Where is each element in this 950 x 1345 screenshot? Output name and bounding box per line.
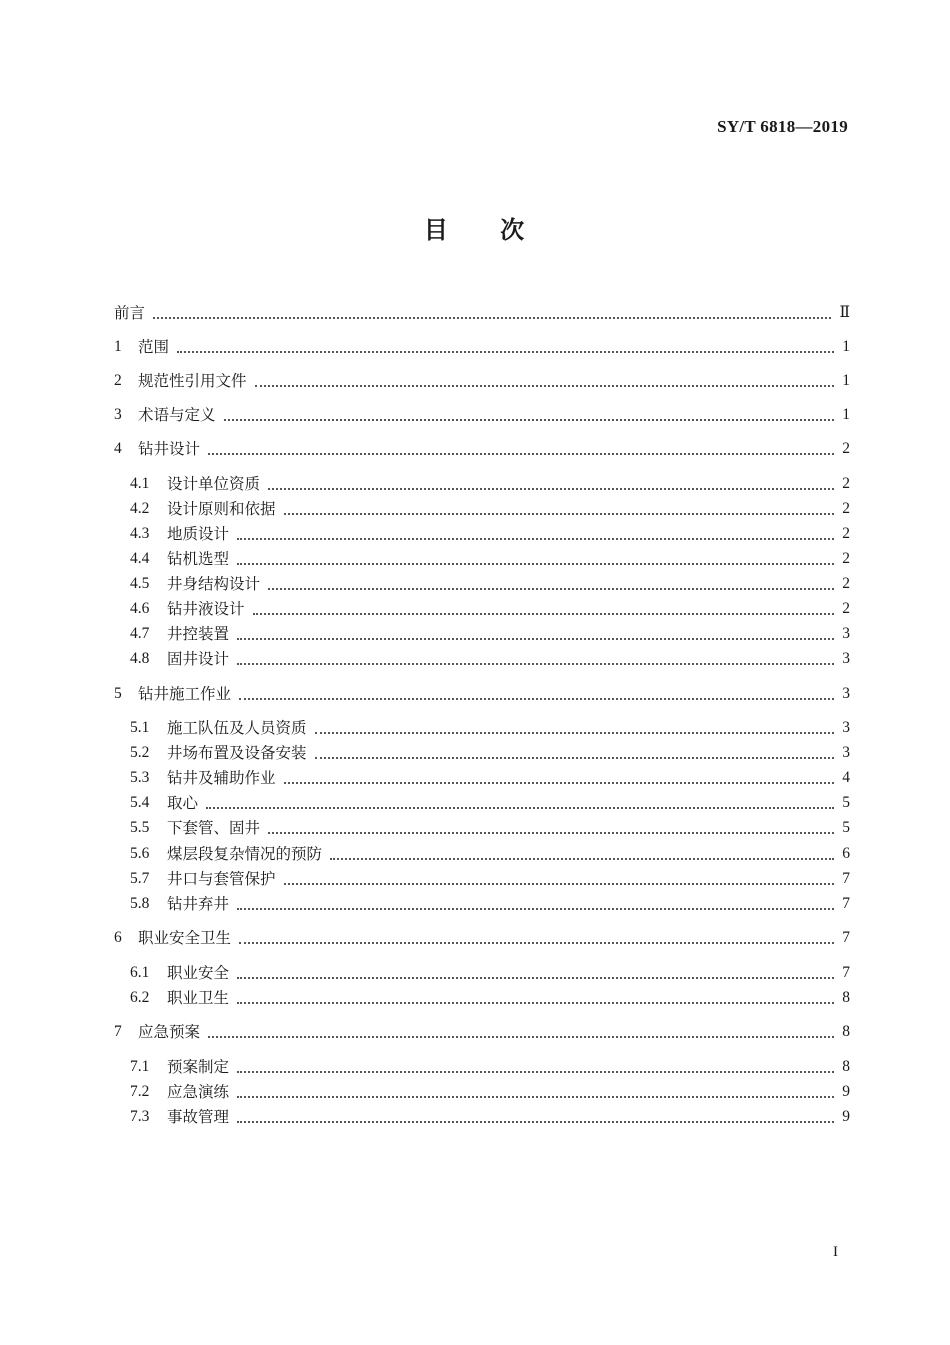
toc-entry[interactable] — [130, 767, 850, 789]
toc-entry-number: 4.8 — [130, 650, 150, 667]
toc-entry-number: 4 — [114, 440, 122, 457]
toc-entry-page: 6 — [842, 845, 850, 862]
toc-entry[interactable] — [130, 817, 850, 839]
toc-dot-leader — [255, 385, 834, 387]
toc-entry[interactable] — [114, 404, 850, 426]
toc-dot-leader — [206, 807, 834, 809]
page-title: 目 次 — [423, 216, 527, 244]
toc-entry[interactable] — [130, 1056, 850, 1078]
toc-entry-page: 1 — [842, 406, 850, 423]
toc-entry-number: 4.5 — [130, 575, 150, 592]
toc-entry-number: 7 — [114, 1023, 122, 1040]
toc-entry-title: 井身结构设计 — [167, 575, 261, 593]
toc-entry-title: 术语与定义 — [138, 406, 216, 424]
toc-entry-title: 应急预案 — [138, 1023, 201, 1041]
toc-entry-number: 1 — [114, 338, 122, 355]
toc-dot-leader — [239, 942, 834, 944]
toc-dot-leader — [237, 1121, 834, 1123]
toc-dot-leader — [315, 757, 834, 759]
toc-entry-page: 2 — [842, 440, 850, 457]
toc-dot-leader — [208, 1036, 834, 1038]
toc-entry-page: 3 — [842, 719, 850, 736]
toc-dot-leader — [237, 1002, 834, 1004]
toc-entry-number: 5.1 — [130, 719, 150, 736]
toc-dot-leader — [237, 638, 834, 640]
toc-entry-number: 7.3 — [130, 1108, 150, 1125]
toc-entry-page: 8 — [842, 989, 850, 1006]
toc-entry-page: 7 — [842, 929, 850, 946]
toc-entry-page: 7 — [842, 895, 850, 912]
toc-entry-title: 职业安全卫生 — [138, 929, 232, 947]
toc-entry[interactable] — [130, 987, 850, 1009]
toc-entry-page: 2 — [842, 525, 850, 542]
toc-entry[interactable] — [114, 927, 850, 949]
toc-entry[interactable] — [130, 1081, 850, 1103]
toc-entry-page: 5 — [842, 794, 850, 811]
toc-dot-leader — [253, 613, 834, 615]
toc-entry[interactable] — [114, 683, 850, 705]
toc-entry[interactable] — [114, 438, 850, 460]
toc-entry-number: 3 — [114, 406, 122, 423]
toc-entry-title: 下套管、固井 — [167, 819, 261, 837]
toc-entry-page: 5 — [842, 819, 850, 836]
toc-entry[interactable] — [130, 473, 850, 495]
toc-entry-title: 井口与套管保护 — [167, 870, 276, 888]
toc-entry[interactable] — [130, 598, 850, 620]
toc-entry-page: 8 — [842, 1023, 850, 1040]
toc-entry[interactable] — [114, 370, 850, 392]
toc-entry[interactable] — [130, 792, 850, 814]
toc-dot-leader — [239, 698, 834, 700]
toc-entry-page: Ⅱ — [839, 304, 850, 321]
standard-code: SY/T 6818—2019 — [717, 117, 848, 136]
toc-entry-title: 钻井施工作业 — [138, 685, 232, 703]
toc-entry[interactable] — [130, 742, 850, 764]
toc-entry-number: 2 — [114, 372, 122, 389]
toc-entry-number: 4.4 — [130, 550, 150, 567]
toc-entry-number: 4.1 — [130, 475, 150, 492]
toc-entry-page: 3 — [842, 685, 850, 702]
toc-entry-page: 8 — [842, 1058, 850, 1075]
toc-dot-leader — [268, 488, 834, 490]
page-number: I — [833, 1244, 838, 1260]
toc-entry[interactable] — [130, 498, 850, 520]
toc-entry-number: 6.2 — [130, 989, 150, 1006]
toc-entry[interactable] — [130, 623, 850, 645]
toc-entry-page: 3 — [842, 650, 850, 667]
toc-entry-page: 9 — [842, 1108, 850, 1125]
toc-entry-number: 5.8 — [130, 895, 150, 912]
toc-entry-title: 职业安全 — [167, 964, 230, 982]
toc-entry[interactable] — [130, 573, 850, 595]
toc-entry[interactable] — [130, 893, 850, 915]
toc-dot-leader — [315, 732, 834, 734]
toc-entry-number: 5.3 — [130, 769, 150, 786]
toc-entry-number: 7.2 — [130, 1083, 150, 1100]
toc-entry-title: 钻井设计 — [138, 440, 201, 458]
toc-dot-leader — [268, 588, 834, 590]
toc-dot-leader — [237, 1071, 834, 1073]
toc-entry-title: 前言 — [114, 304, 146, 322]
toc-entry-page: 1 — [842, 372, 850, 389]
toc-entry-title: 设计单位资质 — [167, 475, 261, 493]
toc-entry-page: 2 — [842, 500, 850, 517]
toc-entry-page: 3 — [842, 625, 850, 642]
toc-entry-page: 1 — [842, 338, 850, 355]
toc-dot-leader — [237, 663, 834, 665]
toc-dot-leader — [153, 317, 831, 319]
toc-dot-leader — [284, 782, 834, 784]
toc-entry-title: 煤层段复杂情况的预防 — [167, 845, 323, 863]
toc-entry-number: 5.4 — [130, 794, 150, 811]
toc-entry-page: 7 — [842, 964, 850, 981]
toc-entry-title: 应急演练 — [167, 1083, 230, 1101]
toc-entry-page: 4 — [842, 769, 850, 786]
toc-entry-page: 2 — [842, 575, 850, 592]
toc-entry-number: 4.7 — [130, 625, 150, 642]
toc-entry-title: 设计原则和依据 — [167, 500, 276, 518]
toc-entry-number: 4.3 — [130, 525, 150, 542]
toc-dot-leader — [237, 1096, 834, 1098]
toc-dot-leader — [284, 513, 834, 515]
toc-entry-number: 4.6 — [130, 600, 150, 617]
toc-entry-number: 5.7 — [130, 870, 150, 887]
toc-entry-number: 6 — [114, 929, 122, 946]
toc-dot-leader — [330, 858, 834, 860]
toc-entry-title: 钻机选型 — [167, 550, 230, 568]
toc-entry-page: 2 — [842, 475, 850, 492]
toc-entry[interactable] — [114, 336, 850, 358]
toc-entry-page: 2 — [842, 600, 850, 617]
toc-entry-title: 钻井及辅助作业 — [167, 769, 276, 787]
toc-dot-leader — [237, 538, 834, 540]
toc-entry-page: 7 — [842, 870, 850, 887]
toc-entry-number: 4.2 — [130, 500, 150, 517]
toc-entry-title: 井场布置及设备安装 — [167, 744, 307, 762]
toc-entry[interactable] — [130, 717, 850, 739]
toc-dot-leader — [268, 832, 834, 834]
toc-dot-leader — [237, 977, 834, 979]
toc-dot-leader — [177, 351, 834, 353]
toc-entry-title: 职业卫生 — [167, 989, 230, 1007]
toc-dot-leader — [284, 883, 834, 885]
toc-entry-title: 取心 — [167, 794, 199, 812]
toc-entry[interactable] — [130, 548, 850, 570]
toc-entry[interactable] — [130, 962, 850, 984]
toc-entry-number: 7.1 — [130, 1058, 150, 1075]
toc-entry-page: 2 — [842, 550, 850, 567]
toc-entry-title: 事故管理 — [167, 1108, 230, 1126]
toc-entry-title: 规范性引用文件 — [138, 372, 247, 390]
toc-entry-title: 固井设计 — [167, 650, 230, 668]
toc-entry-title: 钻井弃井 — [167, 895, 230, 913]
toc-entry[interactable] — [114, 302, 850, 324]
toc-entry-page: 3 — [842, 744, 850, 761]
toc-entry-number: 6.1 — [130, 964, 150, 981]
toc-entry[interactable] — [130, 843, 850, 865]
toc-dot-leader — [237, 908, 834, 910]
toc-entry[interactable] — [130, 523, 850, 545]
toc-entry-number: 5 — [114, 685, 122, 702]
toc-entry-title: 范围 — [138, 338, 170, 356]
toc-entry[interactable] — [130, 648, 850, 670]
toc-entry-number: 5.6 — [130, 845, 150, 862]
toc-entry[interactable] — [130, 1106, 850, 1128]
toc-entry-title: 地质设计 — [167, 525, 230, 543]
toc-entry[interactable] — [114, 1021, 850, 1043]
toc-entry-title: 施工队伍及人员资质 — [167, 719, 307, 737]
toc-dot-leader — [224, 419, 834, 421]
toc-entry-title: 预案制定 — [167, 1058, 230, 1076]
toc-entry[interactable] — [130, 868, 850, 890]
toc-entry-title: 钻井液设计 — [167, 600, 245, 618]
toc-entry-title: 井控装置 — [167, 625, 230, 643]
toc-entry-page: 9 — [842, 1083, 850, 1100]
toc-entry-number: 5.5 — [130, 819, 150, 836]
toc-dot-leader — [237, 563, 834, 565]
toc-dot-leader — [208, 453, 834, 455]
toc-entry-number: 5.2 — [130, 744, 150, 761]
